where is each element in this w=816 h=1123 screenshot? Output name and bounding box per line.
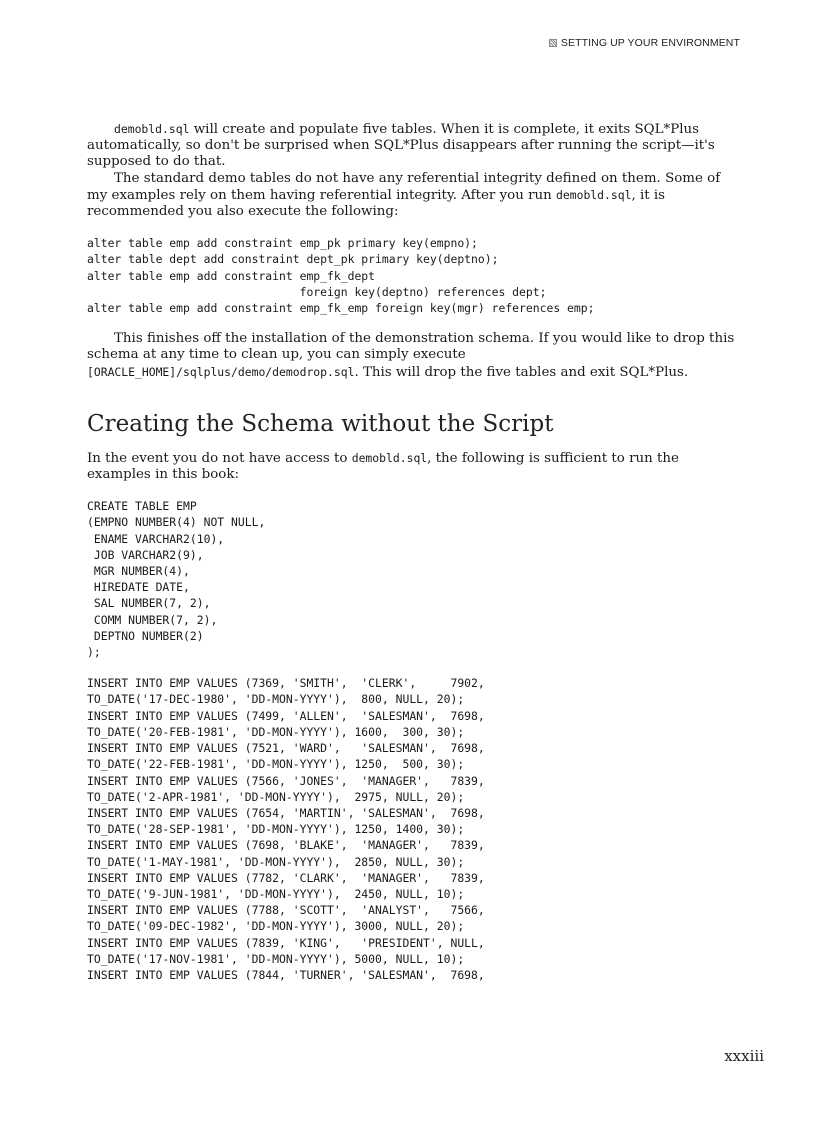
- inline-code-demodrop: [ORACLE_HOME]/sqlplus/demo/demodrop.sql: [87, 364, 355, 379]
- page-content: [87, 121, 737, 983]
- intro-paragraph-2: [87, 171, 737, 221]
- finish-paragraph-text-b: . This will drop the five tables and exit SQL*Plus.: [354, 364, 689, 380]
- inline-code-demobld: demobld.sql: [351, 450, 428, 465]
- inline-code-demobld: demobld.sql: [556, 187, 632, 202]
- insert-code-block: INSERT INTO EMP VALUES (7369, 'SMITH', 'CLERK', 7902, TO_DATE('17-DEC-1980', 'DD-MON-YYYY'), 800, NULL, 20); INSERT INTO EMP VALUES (7499, 'ALLEN', 'SALESMAN', 7698, TO_DATE('20-FEB-1981', 'DD-MON-YYYY'), 1600, 300, 30); INSERT INTO EMP VALUES (7521, 'WARD', 'SALESMAN', 7698, TO_DATE('22-FEB-1981', 'DD-MON-YYYY'), 1250, 500, 30); INSERT INTO EMP VALUES (7566, 'JONES', 'MANAGER', 7839, TO_DATE('2-APR-1981', 'DD-MON-YYYY'), 2975, NULL, 20); INSERT INTO EMP VALUES (7654, 'MARTIN', 'SALESMAN', 7698, TO_DATE('28-SEP-1981', 'DD-MON-YYYY'), 1250, 1400, 30); INSERT INTO EMP VALUES (7698, 'BLAKE', 'MANAGER', 7839, TO_DATE('1-MAY-1981', 'DD-MON-YYYY'), 2850, NULL, 30); INSERT INTO EMP VALUES (7782, 'CLARK', 'MANAGER', 7839, TO_DATE('9-JUN-1981', 'DD-MON-YYYY'), 2450, NULL, 10); INSERT INTO EMP VALUES (7788, 'SCOTT', 'ANALYST', 7566, TO_DATE('09-DEC-1982', 'DD-MON-YYYY'), 3000, NULL, 20); INSERT INTO EMP VALUES (7839, 'KING', 'PRESIDENT', NULL, TO_DATE('17-NOV-1981', 'DD-MON-YYYY'), 5000, NULL, 10); INSERT INTO EMP VALUES (7844, 'TURNER', 'SALESMAN', 7698,: [87, 676, 485, 982]
- finish-paragraph: [87, 331, 737, 381]
- section-intro-paragraph: [87, 450, 737, 483]
- inline-code-demobld: demobld.sql: [114, 122, 190, 136]
- intro-paragraph-2-text-b: , it is recommended you also execute the following:: [87, 187, 666, 220]
- running-head-text: SETTING UP YOUR ENVIRONMENT: [560, 37, 740, 49]
- section-heading: Creating the Schema without the Script: [87, 410, 554, 437]
- intro-paragraph-1-text: will create and populate five tables. When it is complete, it exits SQL*Plus automatically, so don't be surprised when SQL*Plus disappears after running the script—it's supposed to do that.: [87, 122, 715, 170]
- create-table-code-block: CREATE TABLE EMP (EMPNO NUMBER(4) NOT NULL, ENAME VARCHAR2(10), JOB VARCHAR2(9), MGR NUMBER(4), HIREDATE DATE, SAL NUMBER(7, 2), COMM NUMBER(7, 2), DEPTNO NUMBER(2) );: [87, 499, 266, 660]
- section-marker-icon: [549, 39, 557, 47]
- section-intro-text-a: In the event you do not have access to: [87, 450, 352, 466]
- running-head: [549, 37, 740, 49]
- intro-paragraph-1: [87, 121, 737, 171]
- intro-paragraph-2-text-a: The standard demo tables do not have any referential integrity defined on them. Some of my examples rely on them having referential integrity. After you run: [87, 170, 721, 203]
- section-intro-text-b: , the following is sufficient to run the examples in this book:: [87, 450, 679, 483]
- finish-paragraph-text-a: This finishes off the installation of the demonstration schema. If you would like to drop this schema at any time to clean up, you can simply execute: [87, 331, 735, 363]
- constraints-code-block: alter table emp add constraint emp_pk primary key(empno); alter table dept add constraint dept_pk primary key(deptno); alter table emp add constraint emp_fk_dept foreign key(deptno) references dept; alter table emp add constraint emp_fk_emp foreign key(mgr) references emp;: [87, 236, 595, 316]
- page-number: xxxiii: [724, 1047, 764, 1065]
